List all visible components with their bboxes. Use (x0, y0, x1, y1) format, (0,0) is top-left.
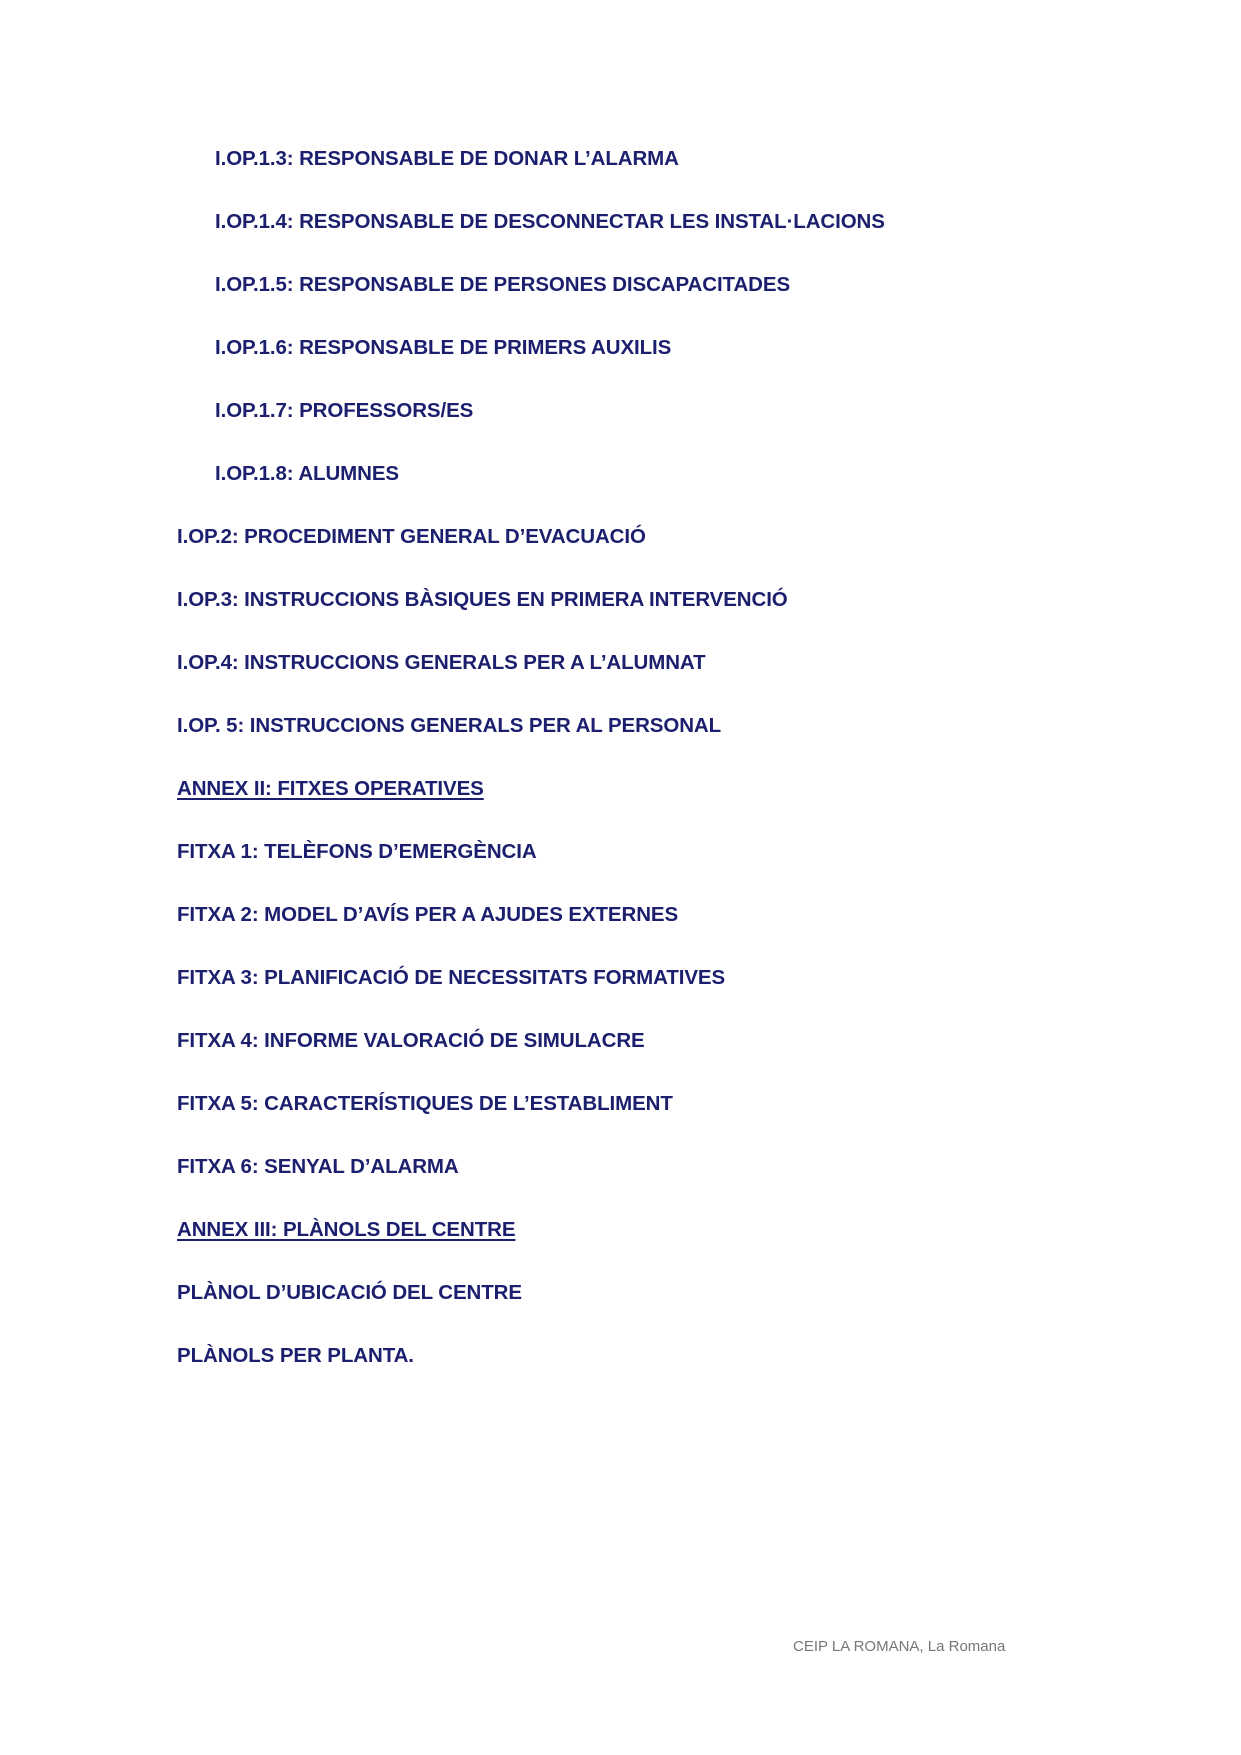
toc-entry-iop-1-7[interactable]: I.OP.1.7: PROFESSORS/ES (215, 399, 474, 422)
toc-entry-iop-1-5[interactable]: I.OP.1.5: RESPONSABLE DE PERSONES DISCAPACITADES (215, 273, 791, 296)
toc-entry-iop-1-4[interactable]: I.OP.1.4: RESPONSABLE DE DESCONNECTAR LES INSTAL·LACIONS (215, 210, 885, 233)
toc-entry-fitxa-1[interactable]: FITXA 1: TELÈFONS D’EMERGÈNCIA (177, 840, 537, 863)
page-footer: CEIP LA ROMANA, La Romana (793, 1638, 1006, 1655)
toc-entry-iop-3[interactable]: I.OP.3: INSTRUCCIONS BÀSIQUES EN PRIMERA INTERVENCIÓ (177, 588, 788, 611)
toc-entry-planols-planta[interactable]: PLÀNOLS PER PLANTA. (177, 1344, 414, 1367)
toc-entry-iop-1-3[interactable]: I.OP.1.3: RESPONSABLE DE DONAR L’ALARMA (215, 147, 679, 170)
toc-entry-fitxa-3[interactable]: FITXA 3: PLANIFICACIÓ DE NECESSITATS FORMATIVES (177, 966, 726, 989)
toc-entry-fitxa-5[interactable]: FITXA 5: CARACTERÍSTIQUES DE L’ESTABLIMENT (177, 1092, 673, 1115)
toc-entry-iop-2[interactable]: I.OP.2: PROCEDIMENT GENERAL D’EVACUACIÓ (177, 525, 646, 548)
toc-entry-iop-1-6[interactable]: I.OP.1.6: RESPONSABLE DE PRIMERS AUXILIS (215, 336, 672, 359)
toc-entry-planol-ubicacio[interactable]: PLÀNOL D’UBICACIÓ DEL CENTRE (177, 1281, 522, 1304)
toc-entry-iop-1-8[interactable]: I.OP.1.8: ALUMNES (215, 462, 399, 485)
toc-heading-annex-iii[interactable]: ANNEX III: PLÀNOLS DEL CENTRE (177, 1218, 516, 1241)
toc-entry-iop-5[interactable]: I.OP. 5: INSTRUCCIONS GENERALS PER AL PERSONAL (177, 714, 722, 737)
toc-entry-fitxa-2[interactable]: FITXA 2: MODEL D’AVÍS PER A AJUDES EXTERNES (177, 903, 679, 926)
toc-entry-iop-4[interactable]: I.OP.4: INSTRUCCIONS GENERALS PER A L’ALUMNAT (177, 651, 706, 674)
toc-entry-fitxa-4[interactable]: FITXA 4: INFORME VALORACIÓ DE SIMULACRE (177, 1029, 645, 1052)
toc-entry-fitxa-6[interactable]: FITXA 6: SENYAL D’ALARMA (177, 1155, 459, 1178)
toc-heading-annex-ii[interactable]: ANNEX II: FITXES OPERATIVES (177, 777, 484, 800)
